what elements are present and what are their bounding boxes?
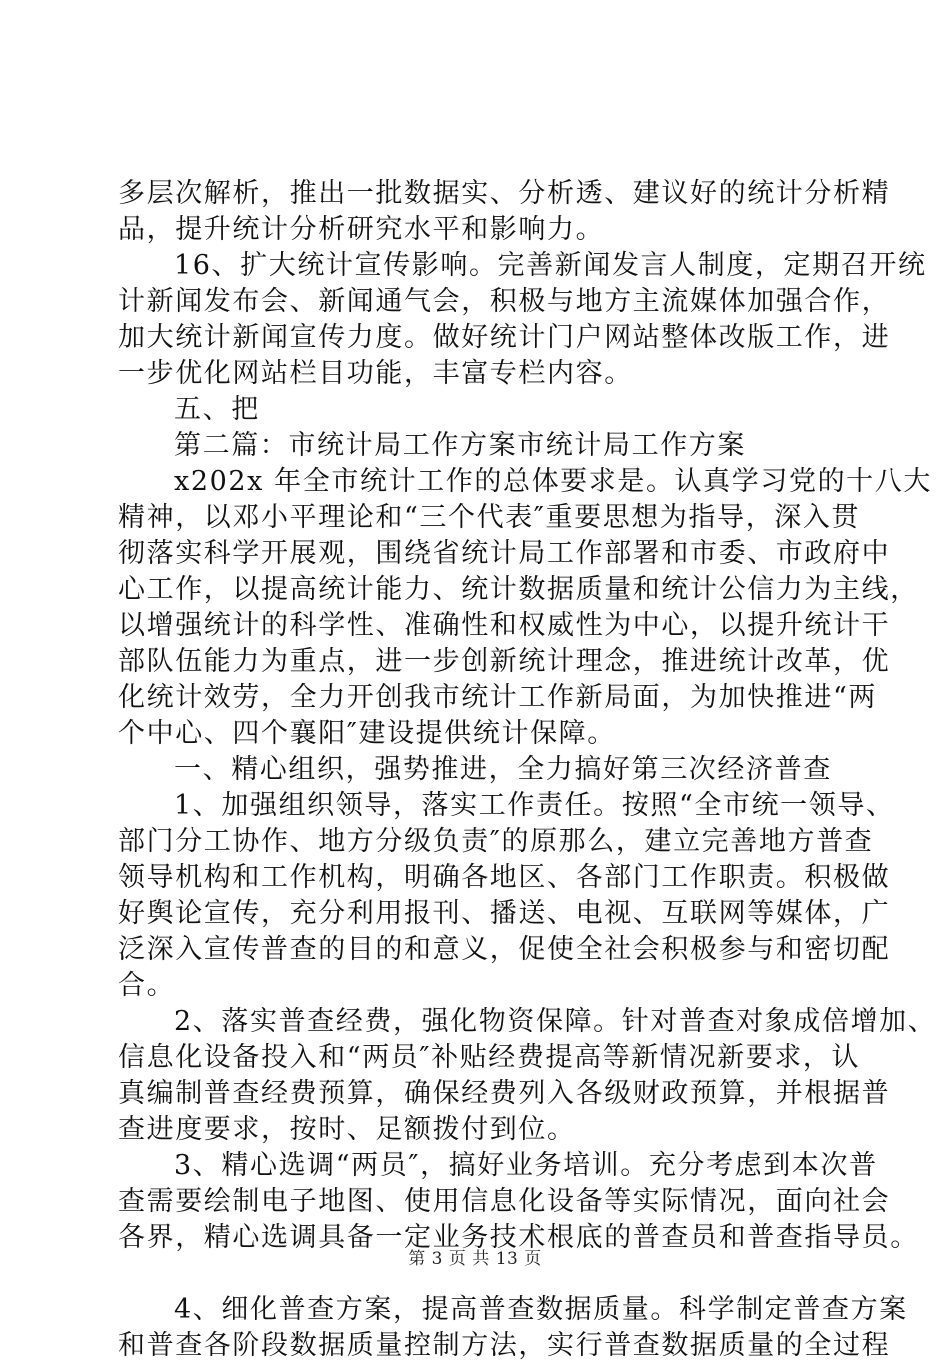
text-line: 多层次解析，推出一批数据实、分析透、建议好的统计分析精 <box>118 178 891 209</box>
text-line: x202x 年全市统计工作的总体要求是。认真学习党的十八大 <box>174 466 932 497</box>
text-line: 心工作，以提高统计能力、统计数据质量和统计公信力为主线， <box>118 574 919 605</box>
text-line: 4、细化普查方案，提高普查数据质量。科学制定普查方案 <box>174 1294 908 1325</box>
text-line: 加大统计新闻宣传力度。做好统计门户网站整体改版工作，进 <box>118 322 891 353</box>
chapter-title: 第二篇：市统计局工作方案市统计局工作方案 <box>174 430 746 461</box>
text-line: 查进度要求，按时、足额拨付到位。 <box>118 1114 576 1145</box>
text-line: 查需要绘制电子地图、使用信息化设备等实际情况，面向社会 <box>118 1186 891 1217</box>
text-line: 一步优化网站栏目功能，丰富专栏内容。 <box>118 358 633 389</box>
text-line: 精神，以邓小平理论和“三个代表″重要思想为指导，深入贯 <box>118 502 861 533</box>
section-heading: 五、把 <box>174 394 260 425</box>
text-line: 2、落实普查经费，强化物资保障。针对普查对象成倍增加、 <box>174 1006 937 1037</box>
text-line: 部门分工协作、地方分级负责″的原那么，建立完善地方普查 <box>118 826 874 857</box>
text-line: 彻落实科学开展观，围绕省统计局工作部署和市委、市政府中 <box>118 538 891 569</box>
text-line: 计新闻发布会、新闻通气会，积极与地方主流媒体加强合作， <box>118 286 891 317</box>
text-line: 个中心、四个襄阳″建设提供统计保障。 <box>118 718 616 749</box>
text-line: 3、精心选调“两员″，搞好业务培训。充分考虑到本次普 <box>174 1150 878 1181</box>
text-line: 1、加强组织领导，落实工作责任。按照“全市统一领导、 <box>174 790 895 821</box>
text-line: 各界，精心选调具备一定业务技术根底的普查员和普查指导员。 <box>118 1222 919 1253</box>
text-line: 和普查各阶段数据质量控制方法，实行普查数据质量的全过程 <box>118 1330 891 1361</box>
text-line: 16、扩大统计宣传影响。完善新闻发言人制度，定期召开统 <box>174 250 927 281</box>
text-line: 好舆论宣传，充分利用报刊、播送、电视、互联网等媒体，广 <box>118 898 891 929</box>
text-line: 品，提升统计分析研究水平和影响力。 <box>118 214 605 245</box>
page-number-footer: 第 3 页 共 13 页 <box>408 1249 542 1269</box>
text-line: 泛深入宣传普查的目的和意义，促使全社会积极参与和密切配 <box>118 934 891 965</box>
text-line: 信息化设备投入和“两员″补贴经费提高等新情况新要求，认 <box>118 1042 861 1073</box>
section-heading: 一、精心组织，强势推进，全力搞好第三次经济普查 <box>174 754 832 785</box>
text-line: 以增强统计的科学性、准确性和权威性为中心，以提升统计干 <box>118 610 891 641</box>
text-line: 真编制普查经费预算，确保经费列入各级财政预算，并根据普 <box>118 1078 891 1109</box>
text-line: 合。 <box>118 970 176 1001</box>
text-line: 化统计效劳，全力开创我市统计工作新局面，为加快推进“两 <box>118 682 878 713</box>
text-line: 部队伍能力为重点，进一步创新统计理念，推进统计改革，优 <box>118 646 891 677</box>
text-line: 领导机构和工作机构，明确各地区、各部门工作职责。积极做 <box>118 862 891 893</box>
